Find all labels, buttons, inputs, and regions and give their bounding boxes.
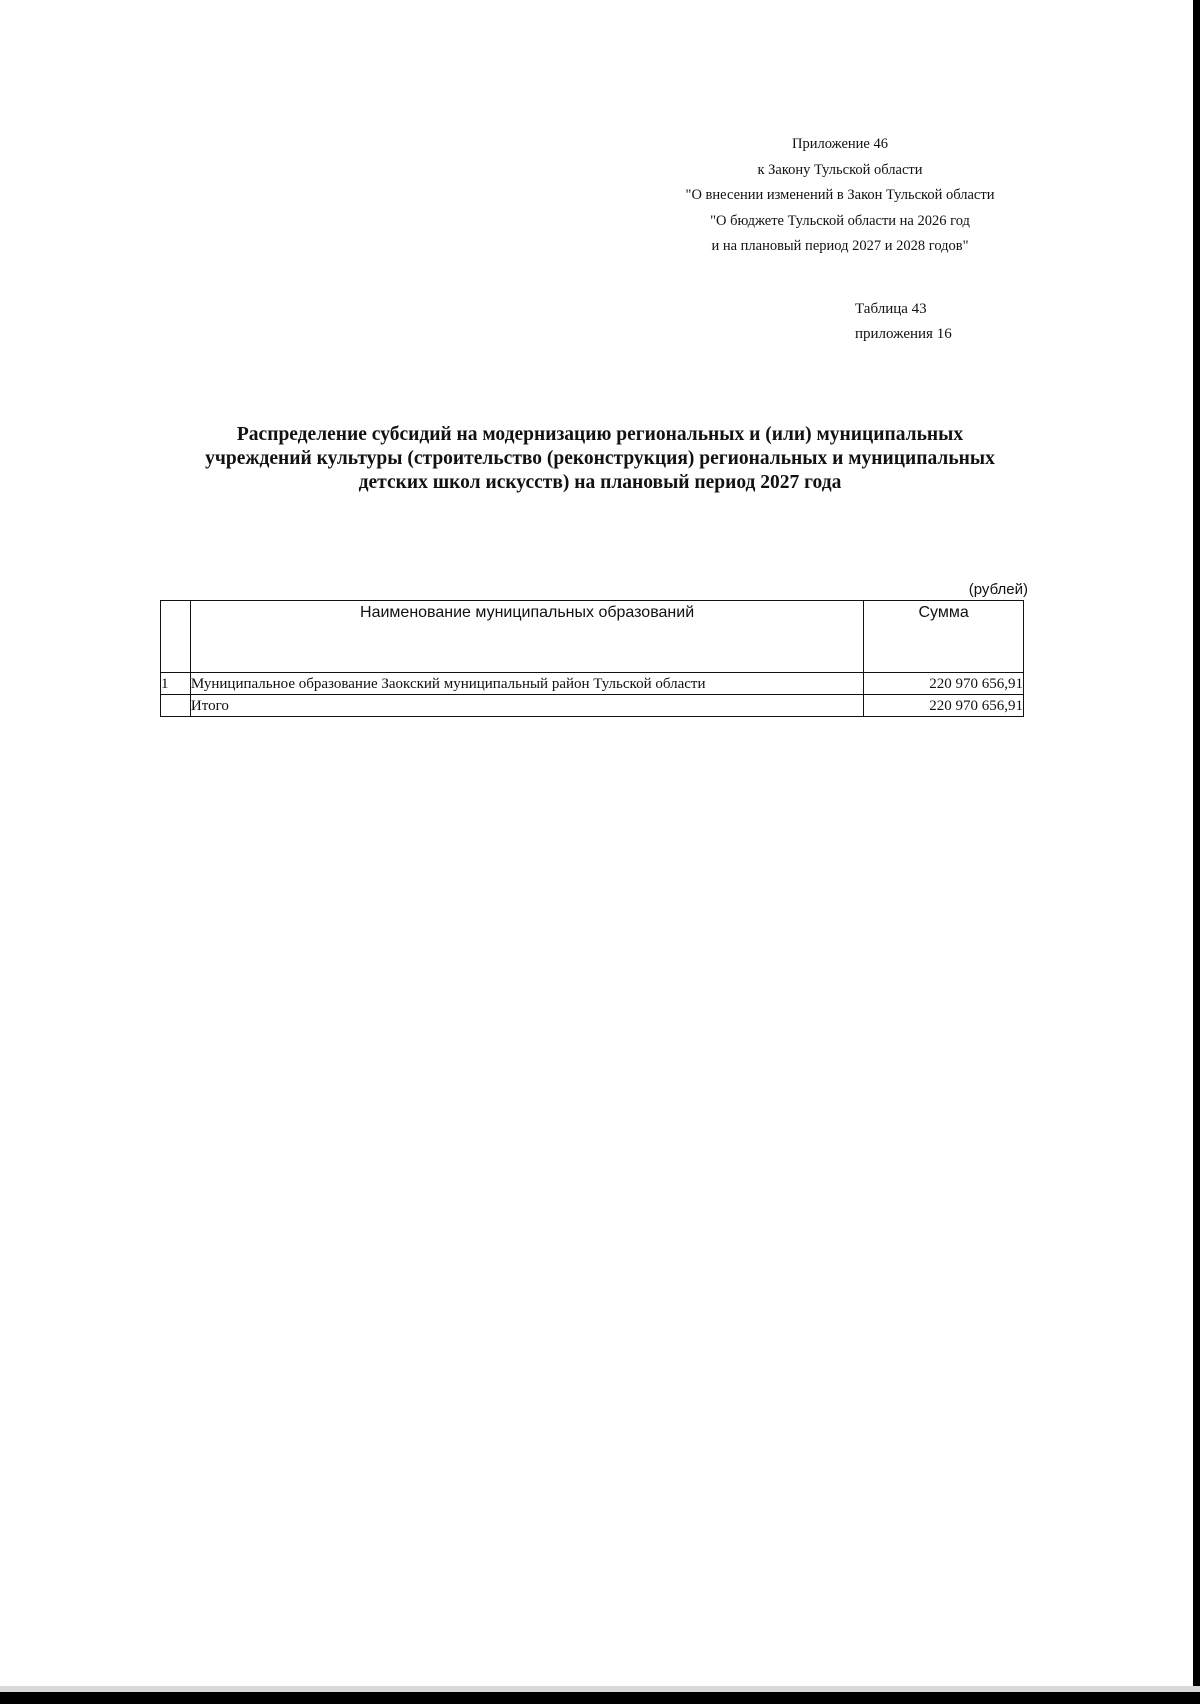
appendix-line: Приложение 46 bbox=[792, 136, 888, 152]
table-row bbox=[161, 673, 1024, 695]
appendix-line: и на плановый период 2027 и 2028 годов" bbox=[711, 238, 969, 254]
row-number: 1 bbox=[161, 673, 191, 695]
appendix-line: "О бюджете Тульской области на 2026 год bbox=[710, 212, 970, 229]
table-total-row bbox=[161, 695, 1024, 717]
total-number-cell bbox=[161, 695, 191, 717]
units-label: (рублей) bbox=[968, 581, 1028, 598]
row-municipality-name: Муниципальное образование Заокский муниципальный район Тульской области bbox=[190, 673, 863, 695]
table-header-row bbox=[161, 601, 1024, 673]
title-line: детских школ искусств) на плановый период 2027 года bbox=[358, 472, 842, 493]
title-line: учреждений культуры (строительство (реконструкция) региональных и муниципальных bbox=[205, 448, 995, 469]
total-sum: 220 970 656,91 bbox=[864, 695, 1024, 717]
header-sum: Сумма bbox=[864, 601, 1024, 673]
table-reference bbox=[855, 297, 952, 347]
document-title bbox=[150, 423, 1050, 495]
appendix-reference bbox=[640, 132, 1040, 260]
table-appendix-number: приложения 16 bbox=[855, 326, 952, 342]
scan-edge-bottom bbox=[0, 1692, 1200, 1704]
table-number: Таблица 43 bbox=[855, 301, 927, 317]
header-number bbox=[161, 601, 191, 673]
appendix-line: к Закону Тульской области bbox=[757, 161, 923, 178]
appendix-line: "О внесении изменений в Закон Тульской области bbox=[685, 187, 995, 203]
total-label: Итого bbox=[190, 695, 863, 717]
header-municipality-name: Наименование муниципальных образований bbox=[190, 601, 863, 673]
distribution-table bbox=[160, 600, 1024, 717]
title-line: Распределение субсидий на модернизацию региональных и (или) муниципальных bbox=[236, 424, 964, 445]
scan-edge-right bbox=[1193, 0, 1200, 1704]
row-sum: 220 970 656,91 bbox=[864, 673, 1024, 695]
